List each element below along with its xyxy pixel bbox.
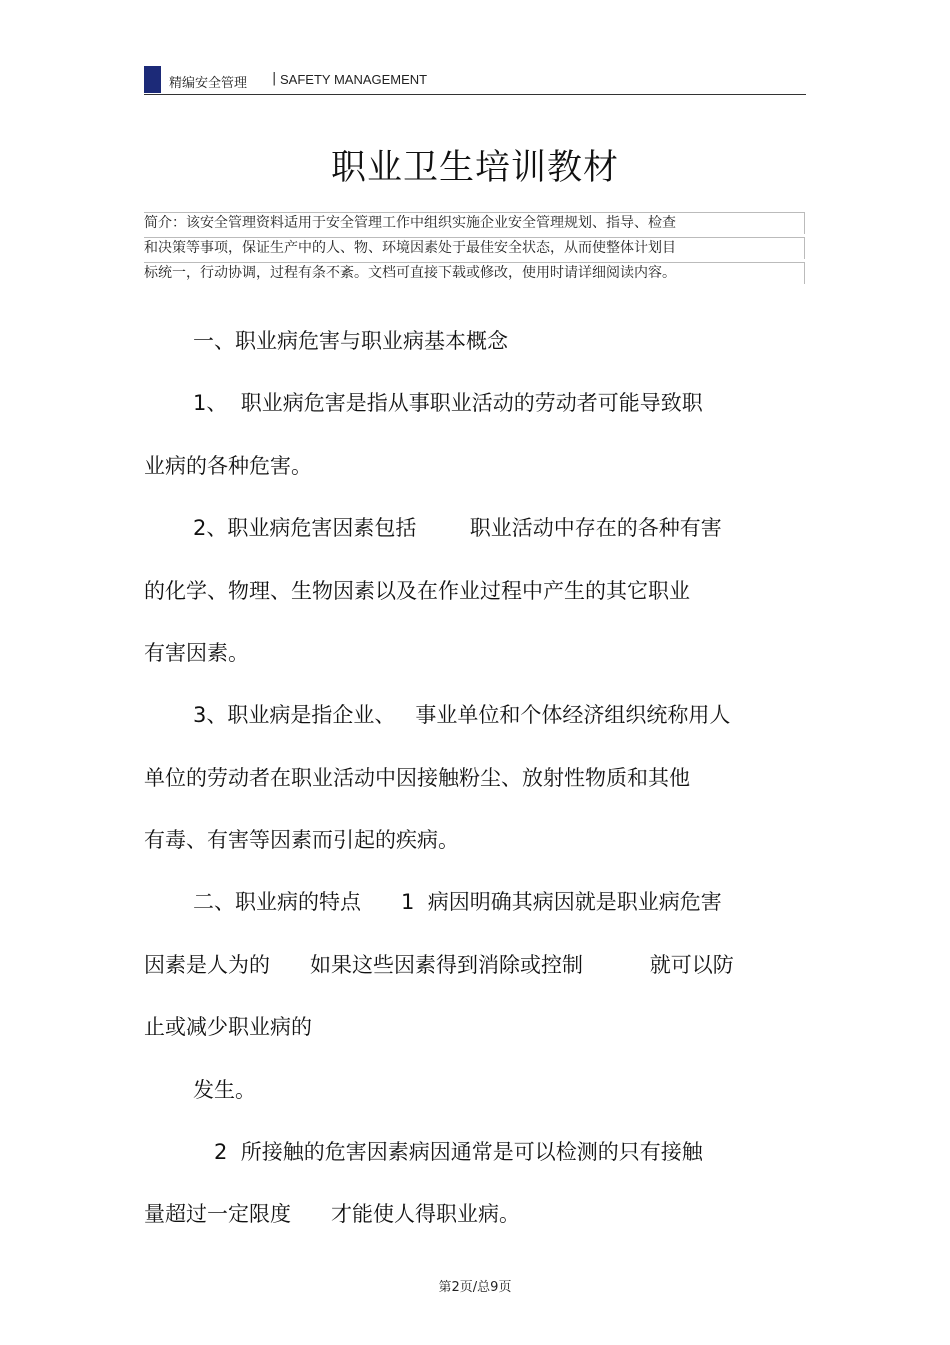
paragraph-line: 的化学、物理、生物因素以及在作业过程中产生的其它职业 (144, 579, 690, 603)
paragraph-line: 有害因素。 (144, 641, 249, 665)
header-separator: | (272, 71, 277, 86)
paragraph-line: 量超过一定限度 才能使人得职业病。 (144, 1202, 521, 1226)
page-number: 第2页/总9页 (438, 1280, 512, 1295)
paragraph-line: 3、职业病是指企业、 事业单位和个体经济组织统称用人 (193, 703, 731, 727)
paragraph-line: 2、职业病危害因素包括 职业活动中存在的各种有害 (193, 516, 722, 540)
paragraph-line: 因素是人为的 如果这些因素得到消除或控制 就可以防 (144, 953, 734, 977)
intro-line-3: 标统一，行动协调，过程有条不紊。文档可直接下载或修改，使用时请详细阅读内容。 (144, 262, 805, 284)
intro-line-1: 简介：该安全管理资料适用于安全管理工作中组织实施企业安全管理规划、指导、检查 (144, 212, 805, 234)
document-title: 职业卫生培训教材 (330, 148, 619, 188)
page-header (144, 66, 806, 95)
paragraph-line: 1、 职业病危害是指从事职业活动的劳动者可能导致职 (193, 391, 703, 415)
section-heading-2: 二、职业病的特点 1 病因明确其病因就是职业病危害 (193, 890, 722, 914)
paragraph-line: 业病的各种危害。 (144, 454, 312, 478)
paragraph-line: 有毒、有害等因素而引起的疾病。 (144, 828, 459, 852)
header-brand-cn: 精编安全管理 (169, 76, 248, 91)
intro-line-2: 和决策等事项，保证生产中的人、物、环境因素处于最佳安全状态，从而使整体计划目 (144, 237, 805, 259)
section-heading-1: 一、职业病危害与职业病基本概念 (193, 329, 508, 353)
paragraph-line: 单位的劳动者在职业活动中因接触粉尘、放射性物质和其他 (144, 766, 690, 790)
paragraph-line: 止或减少职业病的 (144, 1015, 312, 1039)
logo-icon (144, 66, 161, 93)
paragraph-line: 发生。 (193, 1078, 256, 1102)
paragraph-line: 2 所接触的危害因素病因通常是可以检测的只有接触 (214, 1140, 703, 1164)
header-brand-en: SAFETY MANAGEMENT (280, 72, 428, 87)
